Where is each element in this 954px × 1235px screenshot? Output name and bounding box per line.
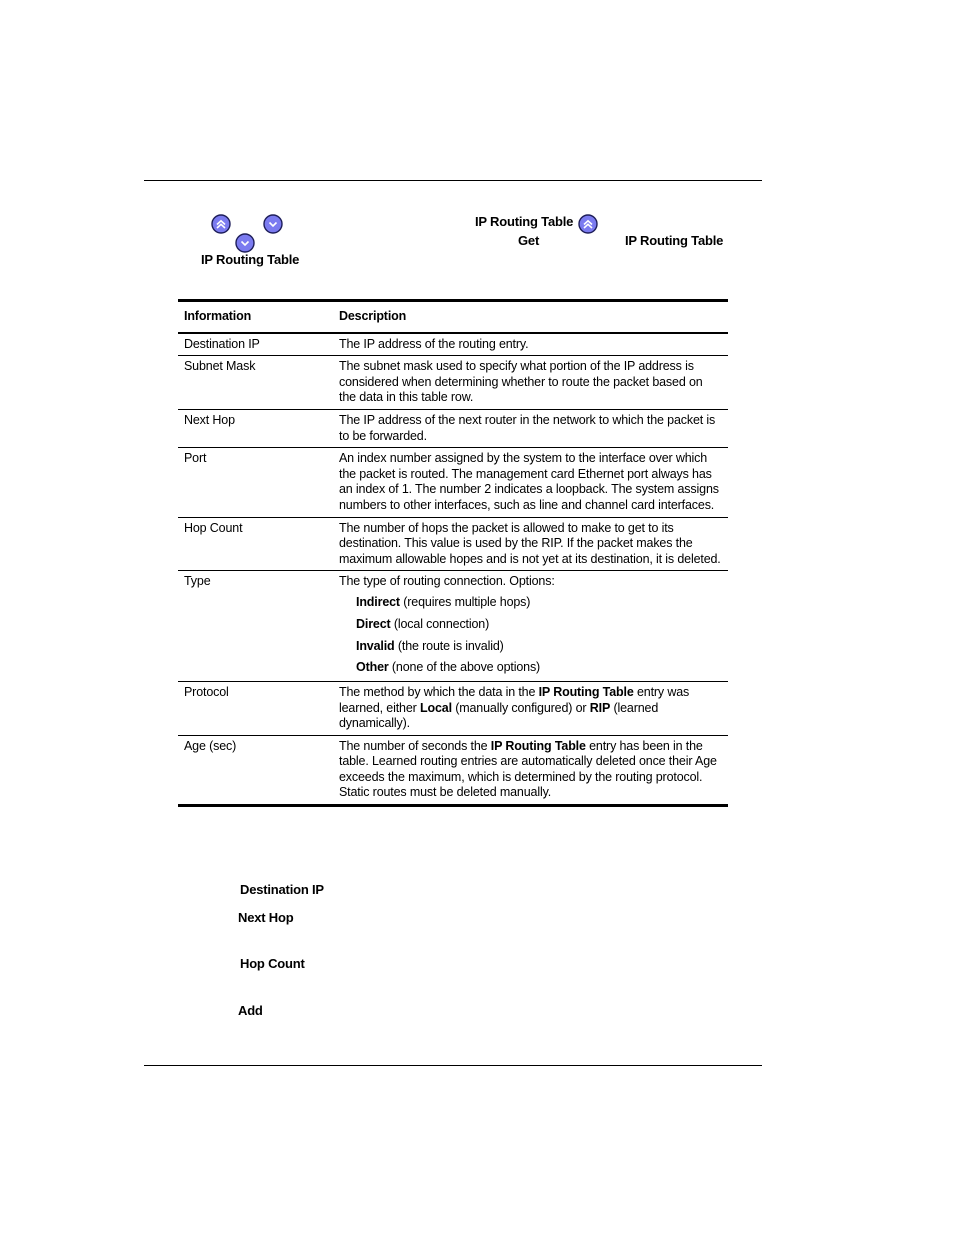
up-arrow-icon[interactable] — [578, 214, 598, 234]
option-name: Indirect — [356, 594, 400, 609]
table-row — [178, 448, 728, 517]
table-row — [178, 681, 728, 735]
table-header-row — [178, 301, 728, 333]
table-row — [178, 409, 728, 447]
column-header-description: Description — [333, 301, 728, 333]
add-label: Add — [238, 1003, 263, 1018]
type-option — [339, 657, 722, 678]
description-cell: The number of hops the packet is allowed to make to get to its destination. This value is used by the RIP. If the packet makes the maximum allowable hopes and is not yet at its destination, it is deleted. — [333, 517, 728, 571]
desc-bold-text: Local — [420, 700, 452, 715]
option-name: Direct — [356, 616, 391, 631]
table-row — [178, 356, 728, 410]
desc-text: entry has been in the table. Learned routing entries are automatically deleted once their Age exceeds the maximum, which is determined by the routing protocol. Static routes must be deleted manually. — [339, 738, 717, 800]
description-cell: The IP address of the routing entry. — [333, 333, 728, 356]
ip-routing-table-label: IP Routing Table — [475, 214, 574, 229]
top-rule — [144, 180, 762, 181]
type-options-list — [339, 591, 722, 678]
get-label: Get — [518, 233, 540, 248]
column-header-information: Information — [178, 301, 333, 333]
bottom-rule — [144, 1065, 762, 1066]
desc-text: (learned dynamically). — [339, 700, 659, 731]
option-text: (requires multiple hops) — [399, 594, 531, 609]
description-cell: The subnet mask used to specify what portion of the IP address is considered when determining whether to route the packet based on the data in this table row. — [333, 356, 728, 410]
type-option — [339, 635, 722, 657]
info-cell: Protocol — [178, 681, 333, 735]
down-arrow-icon[interactable] — [263, 214, 283, 234]
ip-routing-info-table — [178, 299, 728, 807]
info-cell: Hop Count — [178, 517, 333, 571]
info-cell: Subnet Mask — [178, 356, 333, 410]
info-cell: Port — [178, 448, 333, 517]
option-text: (local connection) — [390, 616, 490, 631]
table-row — [178, 571, 728, 682]
type-option — [339, 591, 722, 613]
next-hop-label: Next Hop — [238, 910, 294, 925]
description-cell: The IP address of the next router in the network to which the packet is to be forwarded. — [333, 409, 728, 447]
ip-routing-table-label: IP Routing Table — [201, 252, 300, 267]
desc-text: The number of seconds the — [339, 738, 491, 753]
up-arrow-icon[interactable] — [211, 214, 231, 234]
option-text: (none of the above options) — [388, 659, 541, 674]
option-text: (the route is invalid) — [394, 638, 504, 653]
info-cell: Next Hop — [178, 409, 333, 447]
desc-bold-text: RIP — [589, 700, 611, 715]
type-description-lead: The type of routing connection. Options: — [339, 574, 555, 589]
description-cell — [333, 571, 728, 682]
info-cell: Age (sec) — [178, 735, 333, 805]
desc-text: (manually configured) or — [451, 700, 590, 715]
info-cell: Type — [178, 571, 333, 682]
destination-ip-label: Destination IP — [240, 882, 324, 897]
info-cell: Destination IP — [178, 333, 333, 356]
table-row — [178, 517, 728, 571]
down-arrow-icon[interactable] — [235, 233, 255, 253]
table-row — [178, 735, 728, 805]
option-name: Invalid — [356, 638, 395, 653]
desc-bold-text: IP Routing Table — [538, 684, 634, 699]
type-option — [339, 613, 722, 635]
desc-text: entry was learned, either — [339, 684, 690, 715]
description-cell — [333, 681, 728, 735]
desc-text: The method by which the data in the — [339, 684, 539, 699]
ip-routing-table-label: IP Routing Table — [625, 233, 724, 248]
desc-bold-text: IP Routing Table — [490, 738, 586, 753]
description-cell: An index number assigned by the system to the interface over which the packet is routed. The management card Ethernet port always has an index of 1. The number 2 indicates a loopback. The system assigns numbers to other interfaces, such as line and channel card interfaces. — [333, 448, 728, 517]
description-cell — [333, 735, 728, 805]
table-row — [178, 333, 728, 356]
option-name: Other — [356, 659, 389, 674]
hop-count-label: Hop Count — [240, 956, 305, 971]
